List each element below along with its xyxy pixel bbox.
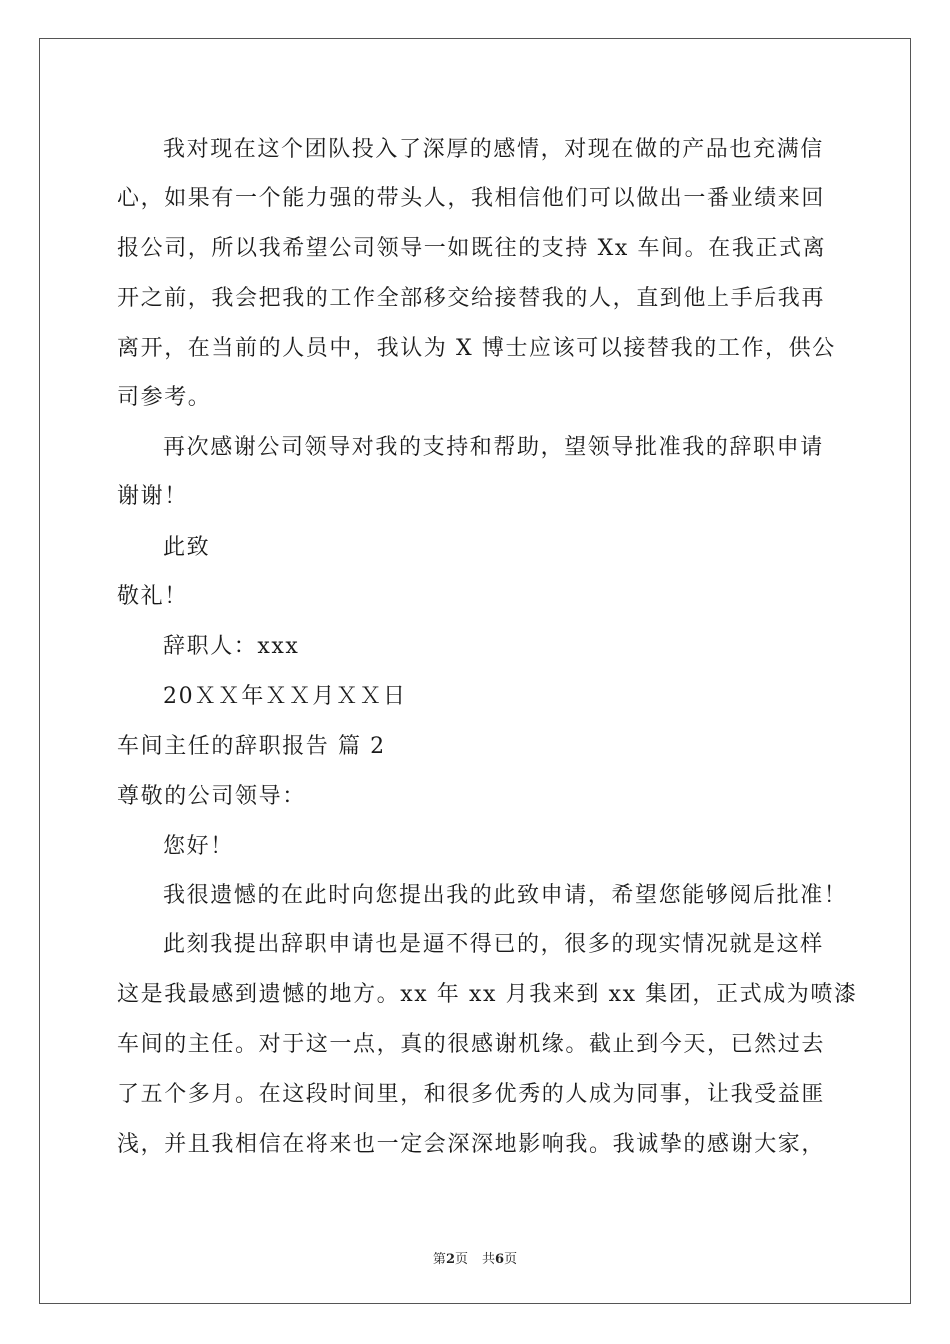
body-line: 我很遗憾的在此时向您提出我的此致申请，希望您能够阅后批准！: [163, 883, 848, 908]
total-pages: 6: [495, 1252, 505, 1267]
body-line: 报公司，所以我希望公司领导一如既往的支持 Xx 车间。在我正式离: [117, 236, 827, 261]
page-footer: [0, 1248, 950, 1267]
body-line: 车间的主任。对于这一点，真的很感谢机缘。截止到今天，已然过去: [117, 1032, 826, 1057]
body-line: 我对现在这个团队投入了深厚的感情，对现在做的产品也充满信: [163, 137, 824, 162]
total-prefix: 共: [482, 1252, 496, 1267]
page-prefix: 第: [432, 1252, 446, 1267]
greeting: 尊敬的公司领导：: [117, 784, 306, 809]
page-number: 2: [445, 1252, 455, 1267]
body-line: 了五个多月。在这段时间里，和很多优秀的人成为同事，让我受益匪: [117, 1082, 826, 1107]
page-border: [39, 38, 911, 1304]
body-line: 再次感谢公司领导对我的支持和帮助，望领导批准我的辞职申请: [163, 435, 824, 460]
date-line: 20ＸＸ年ＸＸ月ＸＸ日: [163, 684, 407, 709]
body-line: 谢谢！: [117, 484, 188, 509]
signature-line: 辞职人：xxx: [163, 634, 300, 659]
closing-regards: 敬礼！: [117, 584, 188, 609]
body-line: 此刻我提出辞职申请也是逼不得已的，很多的现实情况就是这样: [163, 932, 824, 957]
page-suffix: 页: [454, 1252, 468, 1267]
greeting-hello: 您好！: [163, 834, 234, 859]
total-suffix: 页: [504, 1252, 518, 1267]
body-line: 司参考。: [117, 385, 212, 410]
body-line: 开之前，我会把我的工作全部移交给接替我的人，直到他上手后我再: [117, 286, 826, 311]
body-line: 离开，在当前的人员中，我认为 X 博士应该可以接替我的工作，供公: [117, 336, 836, 361]
section-heading: 车间主任的辞职报告 篇 2: [117, 734, 386, 759]
body-line: 浅，并且我相信在将来也一定会深深地影响我。我诚挚的感谢大家，: [117, 1132, 826, 1157]
closing-salutation: 此致: [163, 535, 211, 560]
body-line: 心，如果有一个能力强的带头人，我相信他们可以做出一番业绩来回: [117, 186, 826, 211]
body-line: 这是我最感到遗憾的地方。xx 年 xx 月我来到 xx 集团，正式成为喷漆: [117, 982, 858, 1007]
